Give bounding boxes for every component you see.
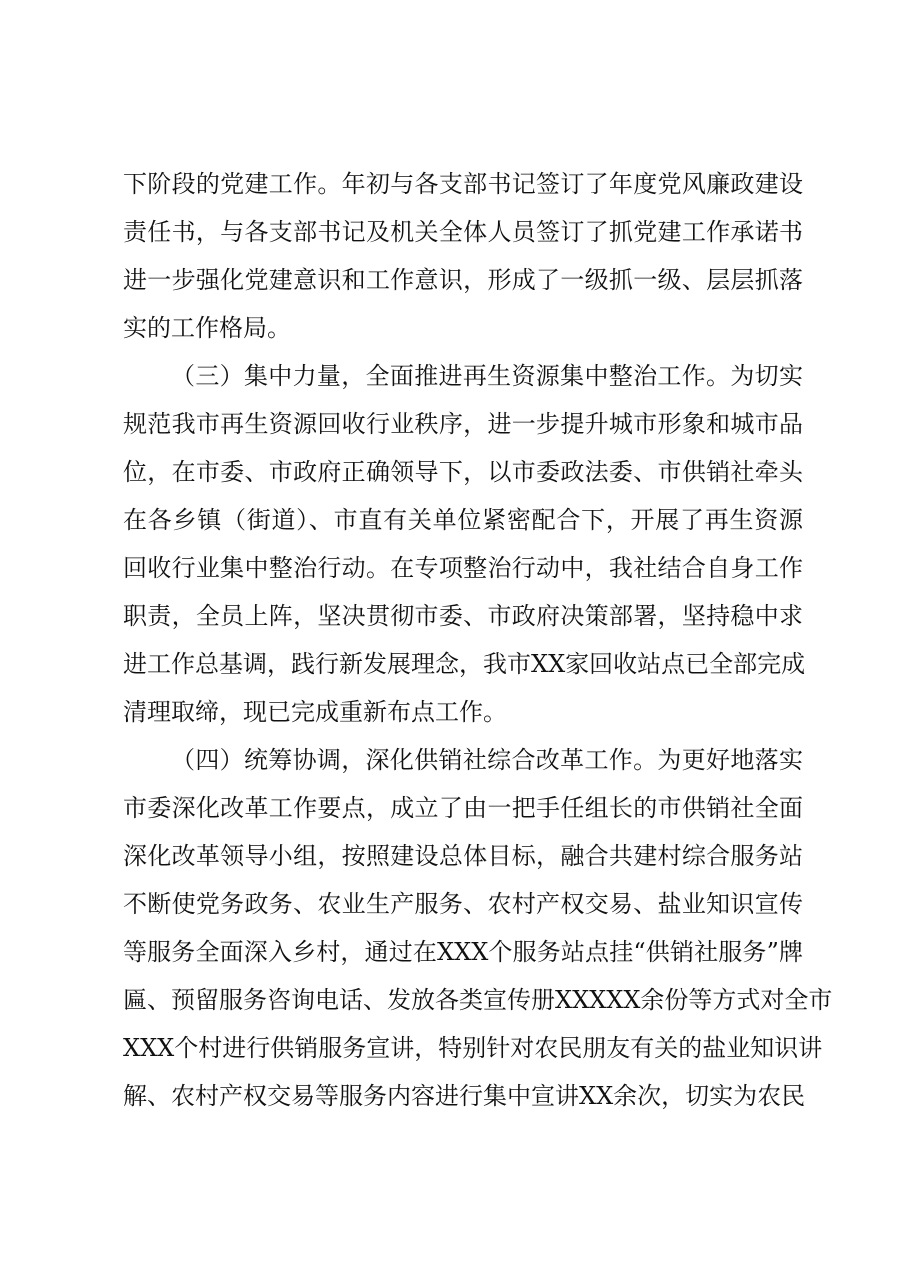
- text-line: 清理取缔，现已完成重新布点工作。: [123, 698, 507, 726]
- text-line: XXX个村进行供销服务宣讲，特别针对农民朋友有关的盐业知识讲: [123, 1034, 823, 1062]
- text-line: 进一步强化党建意识和工作意识，形成了一级抓一级、层层抓落: [123, 266, 803, 294]
- text-line: 不断使党务政务、农业生产服务、农村产权交易、盐业知识宣传: [123, 890, 803, 918]
- text-line: 责任书，与各支部书记及机关全体人员签订了抓党建工作承诺书: [123, 218, 803, 246]
- section-heading-line: （三）集中力量，全面推进再生资源集中整治工作。为切实: [171, 362, 803, 390]
- text-line: 等服务全面深入乡村，通过在XXX个服务站点挂“供销社服务”牌: [123, 938, 803, 966]
- text-line: 市委深化改革工作要点，成立了由一把手任组长的市供销社全面: [123, 794, 803, 822]
- text-line: 规范我市再生资源回收行业秩序，进一步提升城市形象和城市品: [123, 410, 803, 438]
- text-line: 位，在市委、市政府正确领导下，以市委政法委、市供销社牵头: [123, 458, 803, 486]
- text-line: 回收行业集中整治行动。在专项整治行动中，我社结合自身工作: [123, 554, 803, 582]
- text-line: 匾、预留服务咨询电话、发放各类宣传册XXXXX余份等方式对全市: [123, 986, 833, 1014]
- text-line: 深化改革领导小组，按照建设总体目标，融合共建村综合服务站: [123, 842, 803, 870]
- text-line: 在各乡镇（街道）、市直有关单位紧密配合下，开展了再生资源: [123, 506, 803, 534]
- text-line: 下阶段的党建工作。年初与各支部书记签订了年度党风廉政建设: [123, 170, 803, 198]
- section-heading-line: （四）统筹协调，深化供销社综合改革工作。为更好地落实: [171, 746, 803, 774]
- text-line: 职责，全员上阵，坚决贯彻市委、市政府决策部署，坚持稳中求: [123, 602, 803, 630]
- text-line: 实的工作格局。: [123, 314, 291, 342]
- text-line: 进工作总基调，践行新发展理念，我市XX家回收站点已全部完成: [123, 650, 806, 678]
- text-line: 解、农村产权交易等服务内容进行集中宣讲XX余次，切实为农民: [123, 1082, 806, 1110]
